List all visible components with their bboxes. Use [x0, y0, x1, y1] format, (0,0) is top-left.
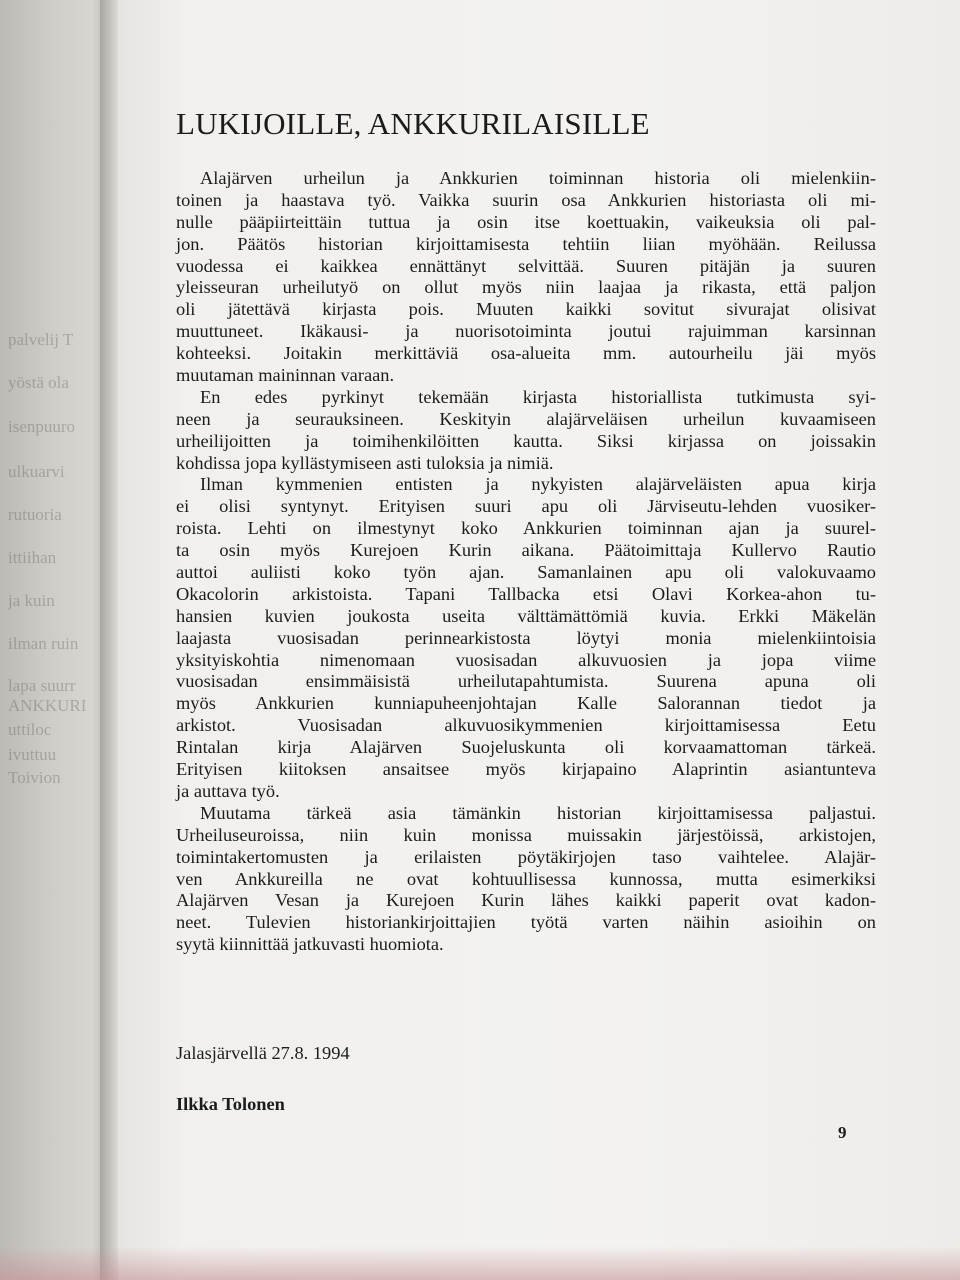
facing-page-text: rutuoria	[8, 505, 62, 524]
text-line: Alajärven urheilun ja Ankkurien toiminnan historia oli mielenkiin-	[200, 168, 876, 188]
text-line: Alajärven Vesan ja Kurejoen Kurin lähes kaikki paperit ovat kadon-	[176, 890, 876, 911]
text-line: arkistot. Vuosisadan alkuvuosikymmenien kirjoittamisessa Eetu	[176, 715, 876, 736]
text-line: kohdissa jopa kyllästymiseen asti tuloksia ja nimiä.	[176, 452, 554, 473]
page-title: LUKIJOILLE, ANKKURILAISILLE	[176, 106, 650, 141]
facing-page-text: palvelij T	[8, 330, 74, 349]
text-line: Ilman kymmenien entisten ja nykyisten alajärveläisten apua kirja	[200, 474, 876, 495]
text-line: syytä kiinnittää jatkuvasti huomiota.	[176, 934, 444, 955]
facing-page	[0, 0, 108, 1280]
text-line: vuodessa ei kaikkea ennättänyt selvittää. Suuren pitäjän ja suuren	[176, 255, 876, 276]
text-line: ta osin myös Kurejoen Kurin aikana. Päätoimittaja Kullervo Rautio	[176, 540, 876, 561]
facing-page-text: yöstä ola	[8, 373, 69, 392]
text-line: ja auttava työ.	[176, 780, 280, 801]
text-line: Urheiluseuroissa, niin kuin monissa muissakin järjestöissä, arkistojen,	[176, 824, 876, 845]
text-line: auttoi auliisti koko työn ajan. Samanlainen apu oli valokuvaamo	[176, 562, 876, 583]
facing-page-text: ittiihan	[8, 548, 57, 567]
facing-page-text: Toivion	[8, 768, 61, 787]
text-line: vuosisadan ensimmäisistä urheilutapahtumista. Suurena apuna oli	[176, 671, 876, 692]
book-page	[118, 0, 960, 1280]
text-line: urheilijoitten ja toimihenkilöitten kautta. Siksi kirjassa on joissakin	[176, 430, 876, 451]
text-line: hansien kuvien joukosta useita välttämättömiä kuvia. Erkki Mäkelän	[176, 605, 876, 626]
author-name: Ilkka Tolonen	[176, 1094, 285, 1114]
text-line: ei olisi syntynyt. Erityisen suuri apu oli Järviseutu-lehden vuosiker-	[176, 496, 876, 517]
text-line: kohteeksi. Joitakin merkittäviä osa-alueita mm. autourheilu jäi myös	[176, 343, 876, 364]
facing-page-text: ulkuarvi	[8, 462, 65, 481]
signoff-place-date: Jalasjärvellä 27.8. 1994	[176, 1043, 350, 1063]
text-line: Rintalan kirja Alajärven Suojeluskunta oli korvaamattoman tärkeä.	[176, 737, 876, 758]
text-line: oli jätettävä kirjasta pois. Muuten kaikki sovitut sivurajat olisivat	[176, 299, 876, 320]
text-line: En edes pyrkinyt tekemään kirjasta historiallista tutkimusta syi-	[200, 386, 876, 407]
facing-page-text: ilman ruin	[8, 634, 79, 653]
text-line: jon. Päätös historian kirjoittamisesta tehtiin liian myöhään. Reilussa	[176, 233, 876, 254]
text-line: muuttuneet. Ikäkausi- ja nuorisotoiminta joutui rajuimman karsinnan	[176, 321, 876, 342]
facing-page-text: lapa suurr	[8, 676, 76, 695]
facing-page-text: ANKKURI	[8, 696, 87, 715]
facing-page-text: ja kuin	[8, 591, 55, 610]
text-line: Muutama tärkeä asia tämänkin historian kirjoittamisessa paljastui.	[200, 802, 876, 823]
text-line: toinen ja haastava työ. Vaikka suurin osa Ankkurien historiasta oli mi-	[176, 189, 876, 210]
table-surface	[0, 1246, 960, 1280]
text-line: roista. Lehti on ilmestynyt koko Ankkurien toiminnan ajan ja suurel-	[176, 518, 876, 539]
text-line: laajasta vuosisadan perinnearkistosta löytyi monia mielenkiintoisia	[176, 627, 876, 648]
body-text	[176, 168, 876, 956]
page-number: 9	[838, 1123, 847, 1142]
text-line: yleisseuran urheilutyö on ollut myös niin laajaa ja rikasta, että paljon	[176, 277, 876, 298]
text-line: muutaman maininnan varaan.	[176, 365, 395, 386]
text-line: toimintakertomusten ja erilaisten pöytäkirjojen taso vaihtelee. Alajär-	[176, 846, 876, 867]
text-line: myös Ankkurien kunniapuheenjohtajan Kalle Salorannan tiedot ja	[176, 693, 876, 714]
text-line: nulle pääpiirteittäin tuttua ja osin itse koettuakin, vaikeuksia oli pal-	[176, 211, 876, 232]
text-line: Okacolorin arkistoista. Tapani Tallbacka etsi Olavi Korkea-ahon tu-	[176, 583, 876, 604]
text-line: Erityisen kiitoksen ansaitsee myös kirjapaino Alaprintin asiantunteva	[176, 759, 876, 780]
text-line: neen ja seurauksineen. Keskityin alajärveläisen urheilun kuvaamiseen	[176, 408, 876, 429]
facing-page-text: isenpuuro	[8, 417, 76, 436]
text-line: ven Ankkureilla ne ovat kohtuullisessa kunnossa, mutta esimerkiksi	[176, 868, 876, 889]
facing-page-text: ivuttuu	[8, 745, 57, 764]
text-line: yksityiskohtia nimenomaan vuosisadan alkuvuosien ja jopa viime	[176, 649, 876, 670]
facing-page-text: uttiloc	[8, 720, 52, 739]
text-line: neet. Tulevien historiankirjoittajien työtä varten näihin asioihin on	[176, 912, 876, 933]
